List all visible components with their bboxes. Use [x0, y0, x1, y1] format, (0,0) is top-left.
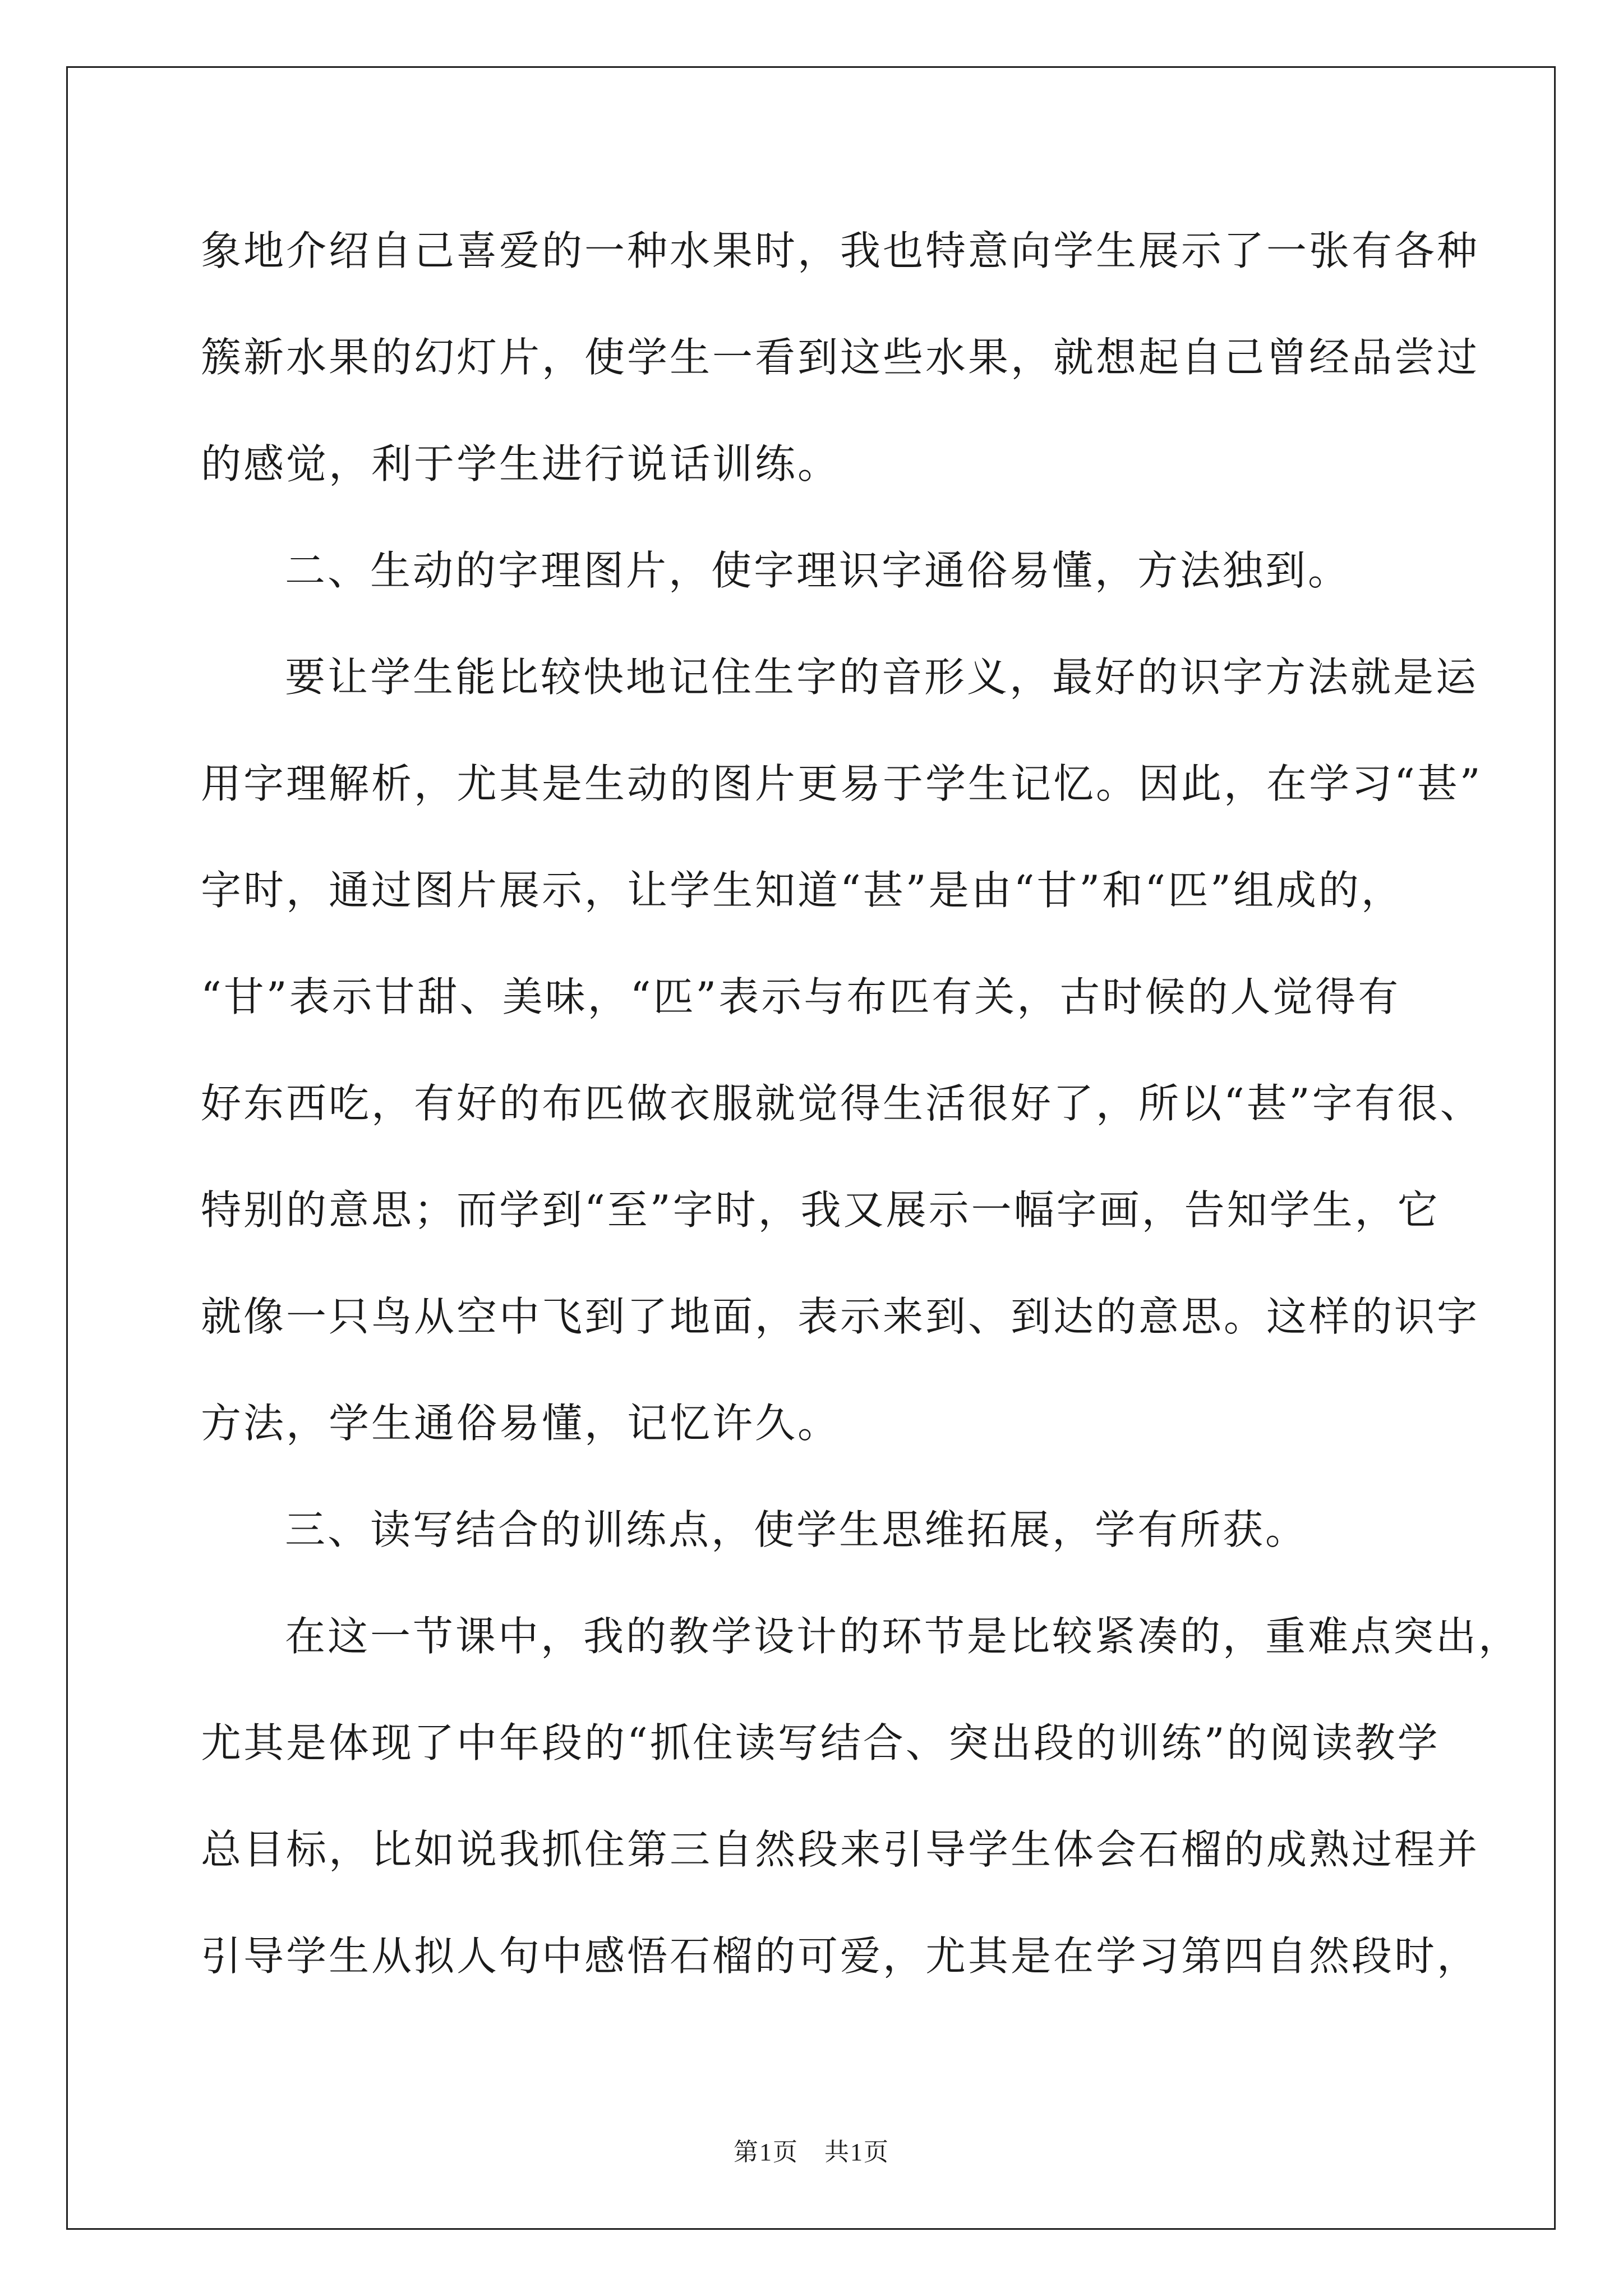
page-footer: 第1页 共1页: [734, 2138, 889, 2166]
section-heading: 二、生动的字理图片，使字理识字通俗易懂，方法独到。: [285, 547, 1351, 594]
text-line: 总目标，比如说我抓住第三自然段来引导学生体会石榴的成熟过程并: [201, 1826, 1480, 1873]
text-line: 要让学生能比较快地记住生字的音形义，最好的识字方法就是运: [285, 654, 1479, 701]
text-line: 字时，通过图片展示，让学生知道“甚”是由“甘”和“匹”组成的，: [201, 867, 1404, 914]
text-line: 象地介绍自己喜爱的一种水果时，我也特意向学生展示了一张有各种: [201, 227, 1480, 274]
text-line: 引导学生从拟人句中感悟石榴的可爱，尤其是在学习第四自然段时，: [201, 1932, 1480, 1980]
text-line: 就像一只鸟从空中飞到了地面，表示来到、到达的意思。这样的识字: [201, 1293, 1480, 1340]
text-line: “甘”表示甘甜、美味，“匹”表示与布匹有关，古时候的人觉得有: [201, 973, 1401, 1020]
document-body: [201, 220, 1521, 2032]
text-line: 好东西吃，有好的布匹做衣服就觉得生活很好了，所以“甚”字有很、: [201, 1080, 1483, 1127]
text-line: 用字理解析，尤其是生动的图片更易于学生记忆。因此，在学习“甚”: [201, 760, 1483, 807]
text-line: 尤其是体现了中年段的“抓住读写结合、突出段的训练”的阅读教学: [201, 1719, 1440, 1766]
text-line: 簇新水果的幻灯片，使学生一看到这些水果，就想起自己曾经品尝过: [201, 334, 1480, 381]
text-line: 的感觉，利于学生进行说话训练。: [201, 440, 841, 487]
text-line: 在这一节课中，我的教学设计的环节是比较紧凑的，重难点突出，: [285, 1613, 1521, 1660]
text-line: 特别的意思；而学到“至”字时，我又展示一幅字画，告知学生，它: [201, 1186, 1440, 1234]
text-line: 方法，学生通俗易懂，记忆许久。: [201, 1400, 841, 1447]
section-heading: 三、读写结合的训练点，使学生思维拓展，学有所获。: [285, 1506, 1308, 1553]
